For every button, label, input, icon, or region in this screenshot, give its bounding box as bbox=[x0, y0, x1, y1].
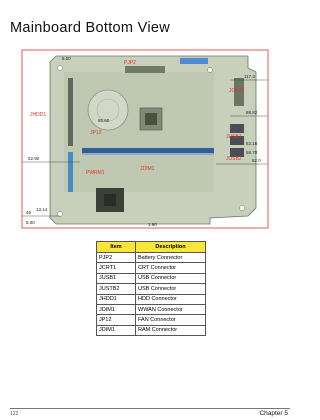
label-pjp2: PJP2 bbox=[124, 60, 136, 66]
dim-text-63: 63.16 bbox=[246, 141, 258, 146]
table-cell-description: WWAN Connector bbox=[136, 304, 206, 314]
dim-text-85: 85.60 bbox=[98, 118, 110, 123]
table-header-item: Item bbox=[97, 242, 136, 253]
connector-pjp2-body bbox=[125, 66, 165, 73]
label-jhdd1: JHDD1 bbox=[30, 112, 47, 118]
mount-hole bbox=[58, 66, 63, 71]
table-cell-item: JDIM1 bbox=[97, 304, 136, 314]
dim-text-8-bottom: 8.00 bbox=[26, 220, 35, 225]
connector-left-blue bbox=[68, 152, 73, 192]
connector-left-vertical bbox=[68, 78, 73, 146]
table-cell-item: JDIM1 bbox=[97, 325, 136, 335]
table-row bbox=[97, 325, 206, 335]
table-header-row bbox=[97, 242, 206, 253]
mount-hole bbox=[208, 68, 213, 73]
footer-divider bbox=[10, 408, 290, 409]
table-cell-description: HDD Connector bbox=[136, 294, 206, 304]
table-cell-description: RAM Connector bbox=[136, 325, 206, 335]
table-cell-description: USB Connector bbox=[136, 284, 206, 294]
mount-hole bbox=[240, 206, 245, 211]
table-cell-description: FAN Connector bbox=[136, 315, 206, 325]
table-cell-item: JUSTB2 bbox=[97, 284, 136, 294]
table-header-description: Description bbox=[136, 242, 206, 253]
connector-top-blue bbox=[180, 58, 208, 64]
dim-text-49: 49 bbox=[26, 210, 32, 215]
table-row bbox=[97, 273, 206, 283]
dim-text-top-left: 8.00 bbox=[62, 56, 71, 61]
dim-text-52-0: 52.0 bbox=[252, 158, 261, 163]
dim-text-58: 58.70 bbox=[246, 150, 258, 155]
connector-jdim-edge bbox=[82, 153, 214, 155]
table-row bbox=[97, 253, 206, 263]
page-title: Mainboard Bottom View bbox=[10, 20, 170, 36]
label-pwr: PWRM1 bbox=[86, 170, 105, 176]
chapter-label: Chapter 5 bbox=[259, 410, 288, 417]
label-jcrt1: JCRT1 bbox=[229, 88, 245, 94]
mount-hole bbox=[58, 212, 63, 217]
dim-text-bottom: 1.90 bbox=[148, 222, 157, 227]
table-cell-description: CRT Connector bbox=[136, 263, 206, 273]
table-cell-item: JCRT1 bbox=[97, 263, 136, 273]
table-cell-item: JHDD1 bbox=[97, 294, 136, 304]
dim-text-88: 88.82 bbox=[246, 110, 258, 115]
table-row bbox=[97, 263, 206, 273]
dim-text-117: 117.3 bbox=[244, 74, 255, 79]
dim-text-13: 13.14 bbox=[36, 207, 48, 212]
page-number: 122 bbox=[10, 411, 19, 417]
dim-text-52-90: 52.90 bbox=[28, 156, 40, 161]
fan-circle bbox=[88, 90, 128, 130]
table-cell-description: Battery Connector bbox=[136, 253, 206, 263]
label-jusb2: JUSB2 bbox=[226, 156, 242, 162]
table-row bbox=[97, 315, 206, 325]
table-cell-item: JP12 bbox=[97, 315, 136, 325]
table-cell-description: USB Connector bbox=[136, 273, 206, 283]
label-jp12: JP12 bbox=[90, 130, 102, 136]
table-row bbox=[97, 284, 206, 294]
label-jdim1: JDIM1 bbox=[140, 166, 155, 172]
table-row bbox=[97, 304, 206, 314]
table-cell-item: JUSB1 bbox=[97, 273, 136, 283]
label-jusb1: JUSB1 bbox=[226, 134, 242, 140]
table-row bbox=[97, 294, 206, 304]
table-cell-item: PJP2 bbox=[97, 253, 136, 263]
chip-core bbox=[145, 113, 157, 125]
module-core bbox=[104, 194, 116, 206]
component-table bbox=[96, 241, 206, 336]
usb-port-1 bbox=[230, 124, 244, 133]
connector-jdim-slot bbox=[82, 148, 214, 153]
mainboard-diagram bbox=[20, 48, 270, 230]
mainboard-svg bbox=[20, 48, 270, 230]
